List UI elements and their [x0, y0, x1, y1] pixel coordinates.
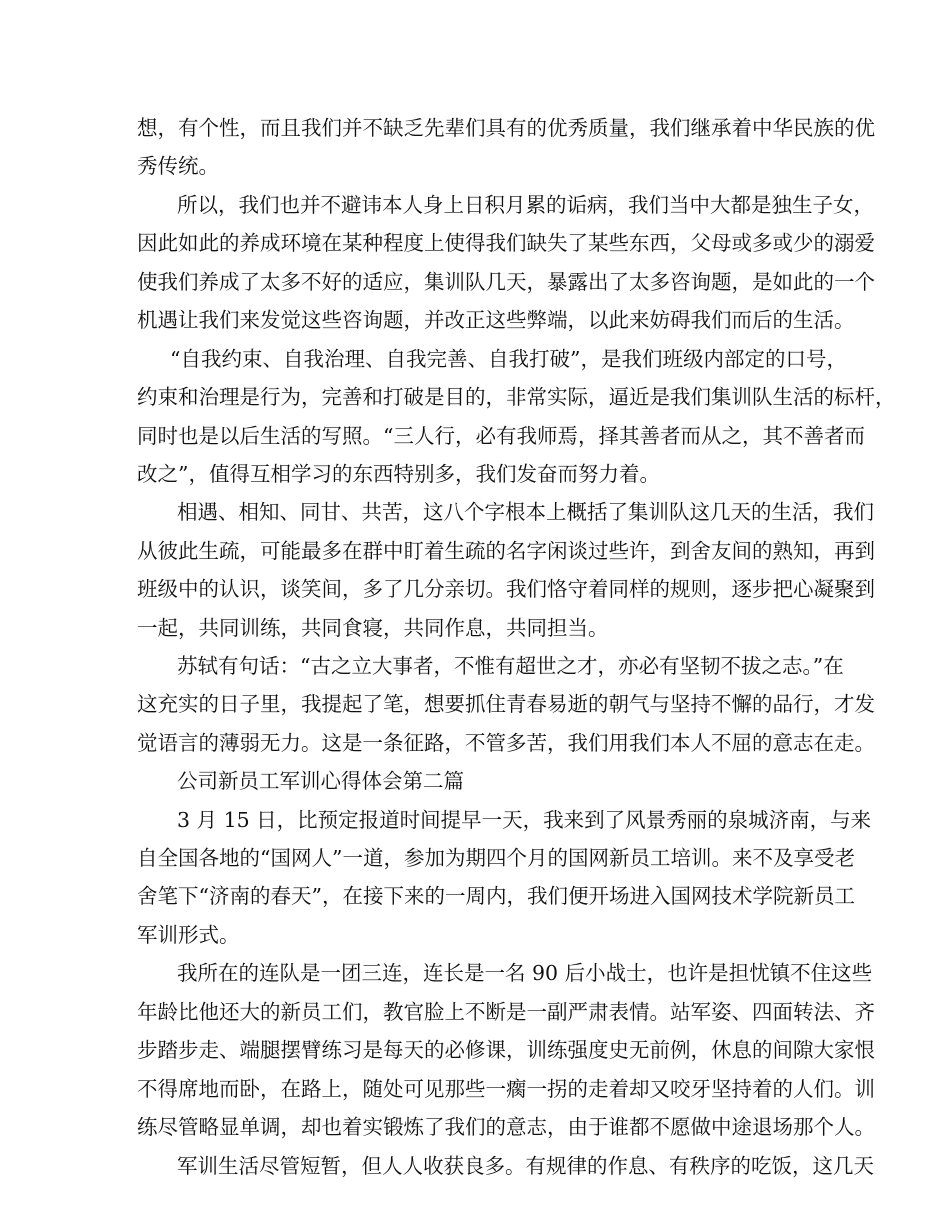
text-line: 约束和治理是行为，完善和打破是目的，非常实际，逼近是我们集训队生活的标杆，	[137, 385, 896, 409]
text-line: 年龄比他还大的新员工们，教官脸上不断是一副严肃表情。站军姿、四面转法、齐	[137, 1000, 875, 1024]
text-line: 想，有个性，而且我们并不缺乏先辈们具有的优秀质量，我们继承着中华民族的优	[137, 116, 875, 140]
text-line: 改之”，值得互相学习的东西特别多，我们发奋而努力着。	[137, 462, 660, 486]
text-line: 机遇让我们来发觉这些咨询题，并改正这些弊端，以此来妨碍我们而后的生活。	[137, 308, 855, 332]
text-line: 这充实的日子里，我提起了笔，想要抓住青春易逝的朝气与坚持不懈的品行，才发	[137, 692, 875, 716]
text-line: 一起，共同训练，共同食寝，共同作息，共同担当。	[137, 616, 609, 640]
text-line: 苏轼有句话：“古之立大事者，不惟有超世之才，亦必有坚韧不拔之志。”在	[177, 654, 844, 678]
text-line: 自全国各地的“国网人”一道，参加为期四个月的国网新员工培训。来不及享受老	[137, 846, 855, 870]
text-line: 相遇、相知、同甘、共苦，这八个字根本上概括了集训队这几天的生活，我们	[177, 500, 874, 524]
text-line: “自我约束、自我治理、自我完善、自我打破”，是我们班级内部定的口号，	[170, 347, 847, 371]
text-line: 班级中的认识，谈笑间，多了几分亲切。我们恪守着同样的规则，逐步把心凝聚到	[137, 577, 875, 601]
text-line: 不得席地而卧，在路上，随处可见那些一瘸一拐的走着却又咬牙坚持着的人们。训	[137, 1077, 875, 1101]
text-line: 同时也是以后生活的写照。“三人行，必有我师焉，择其善者而从之，其不善者而	[137, 424, 865, 448]
text-line: 我所在的连队是一团三连，连长是一名 90 后小战士，也许是担忧镇不住这些	[177, 961, 873, 985]
text-line: 所以，我们也并不避讳本人身上日积月累的诟病，我们当中大都是独生子女，	[177, 193, 874, 217]
text-line: 秀传统。	[137, 154, 219, 178]
text-line: 军训形式。	[137, 923, 240, 947]
text-line: 步踏步走、端腿摆臂练习是每天的必修课，训练强度史无前例，休息的间隙大家恨	[137, 1038, 875, 1062]
text-line: 3 月 15 日，比预定报道时间提早一天，我来到了风景秀丽的泉城济南，与来	[177, 808, 872, 832]
text-line: 军训生活尽管短暂，但人人收获良多。有规律的作息、有秩序的吃饭，这几天	[177, 1154, 874, 1178]
text-line: 从彼此生疏，可能最多在群中盯着生疏的名字闲谈过些许，到舍友间的熟知，再到	[137, 539, 875, 563]
text-line: 因此如此的养成环境在某种程度上使得我们缺失了某些东西，父母或多或少的溺爱	[137, 231, 875, 255]
text-line: 觉语言的薄弱无力。这是一条征路，不管多苦，我们用我们本人不屈的意志在走。	[137, 731, 875, 755]
section-heading: 公司新员工军训心得体会第二篇	[177, 769, 464, 793]
text-line: 舍笔下“济南的春天”，在接下来的一周内，我们便开场进入国网技术学院新员工	[137, 884, 855, 908]
text-line: 练尽管略显单调，却也着实锻炼了我们的意志，由于谁都不愿做中途退场那个人。	[137, 1115, 875, 1139]
text-line: 使我们养成了太多不好的适应，集训队几天，暴露出了太多咨询题，是如此的一个	[137, 270, 875, 294]
